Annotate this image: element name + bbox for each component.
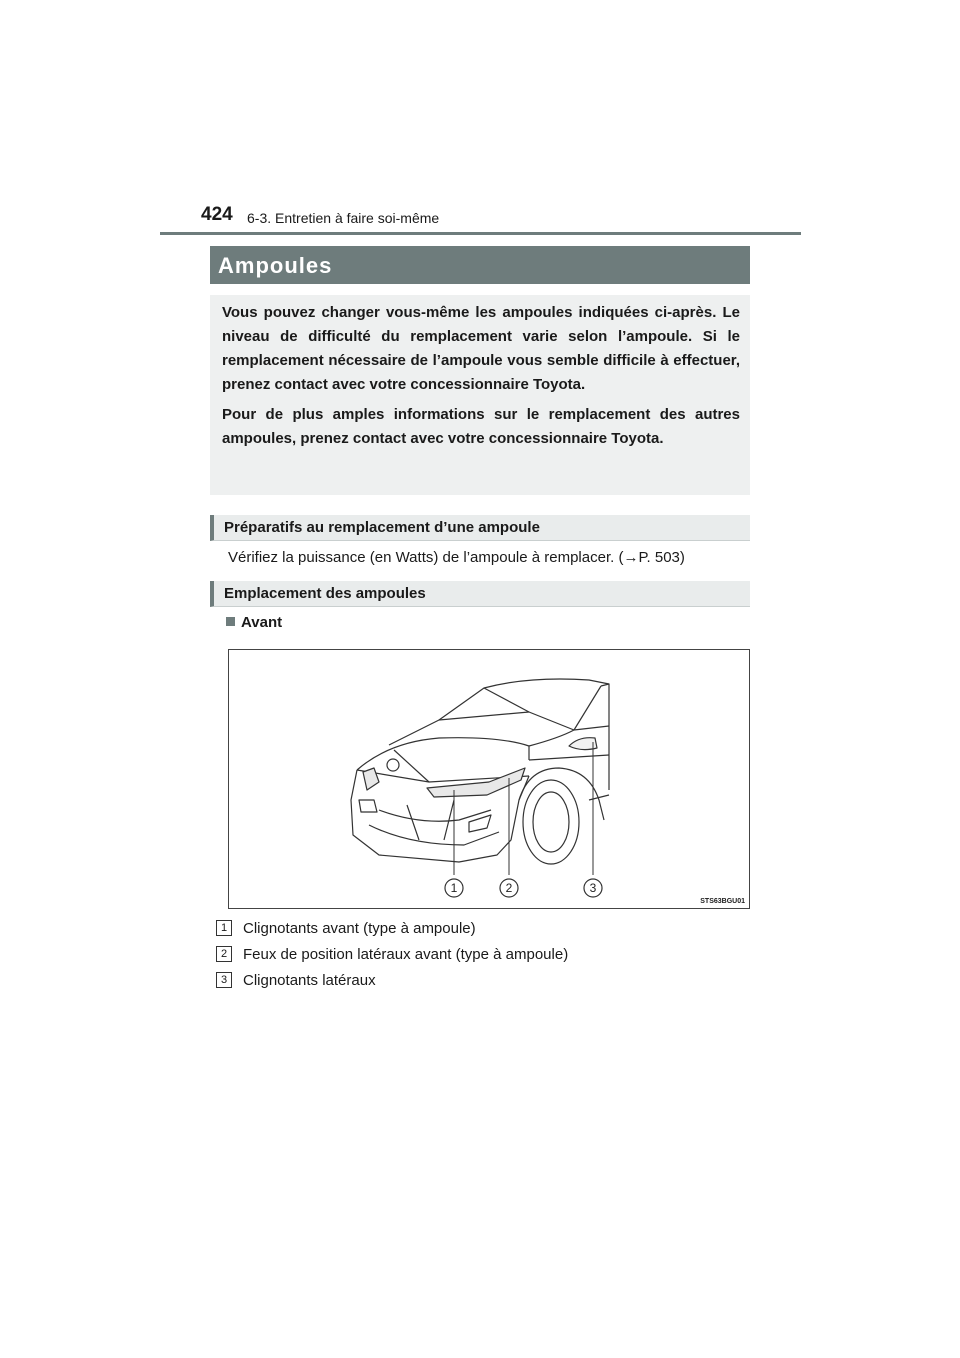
car-front-figure [228, 649, 750, 909]
front-subheading [226, 614, 282, 631]
callout-2: 2 [505, 881, 513, 895]
location-heading-label: Emplacement des ampoules [224, 585, 426, 602]
front-subheading-label: Avant [241, 614, 283, 631]
location-heading [210, 581, 750, 607]
legend-text-2: Feux de position latéraux avant (type à ampoule) [243, 946, 569, 963]
page-number: 424 [201, 204, 233, 225]
main-title-bar [210, 246, 750, 284]
prep-heading [210, 515, 750, 541]
intro-paragraph-1: Vous pouvez changer vous-même les ampoules indiquées ci-après. Le niveau de difficulté du remplacement varie selon l’ampoule. Si le remplacement nécessaire de l’ampoule vous semble difficile à effectuer, prenez contact avec votre concessionnaire Toyota. [222, 304, 740, 393]
legend-text-1: Clignotants avant (type à ampoule) [243, 920, 476, 937]
prep-heading-label: Préparatifs au remplacement d’une ampoule [224, 519, 540, 536]
car-illustration [229, 650, 749, 908]
page-title: Ampoules [218, 253, 333, 278]
figure-code: STS63BGU01 [700, 898, 745, 905]
prep-text: Vérifiez la puissance (en Watts) de l’ampoule à remplacer. (→P. 503) [228, 549, 685, 566]
header-rule [160, 232, 801, 235]
section-title: 6-3. Entretien à faire soi-même [247, 210, 440, 226]
callout-1: 1 [450, 881, 458, 895]
square-bullet-icon [226, 617, 235, 626]
intro-paragraph-2: Pour de plus amples informations sur le remplacement des autres ampoules, prenez contact avec votre concessionnaire Toyota. [222, 406, 740, 447]
legend-number-2: 2 [216, 946, 232, 962]
intro-box [210, 295, 750, 495]
legend-number-3: 3 [216, 972, 232, 988]
callout-3: 3 [589, 881, 597, 895]
legend-number-1: 1 [216, 920, 232, 936]
legend-text-3: Clignotants latéraux [243, 972, 376, 989]
